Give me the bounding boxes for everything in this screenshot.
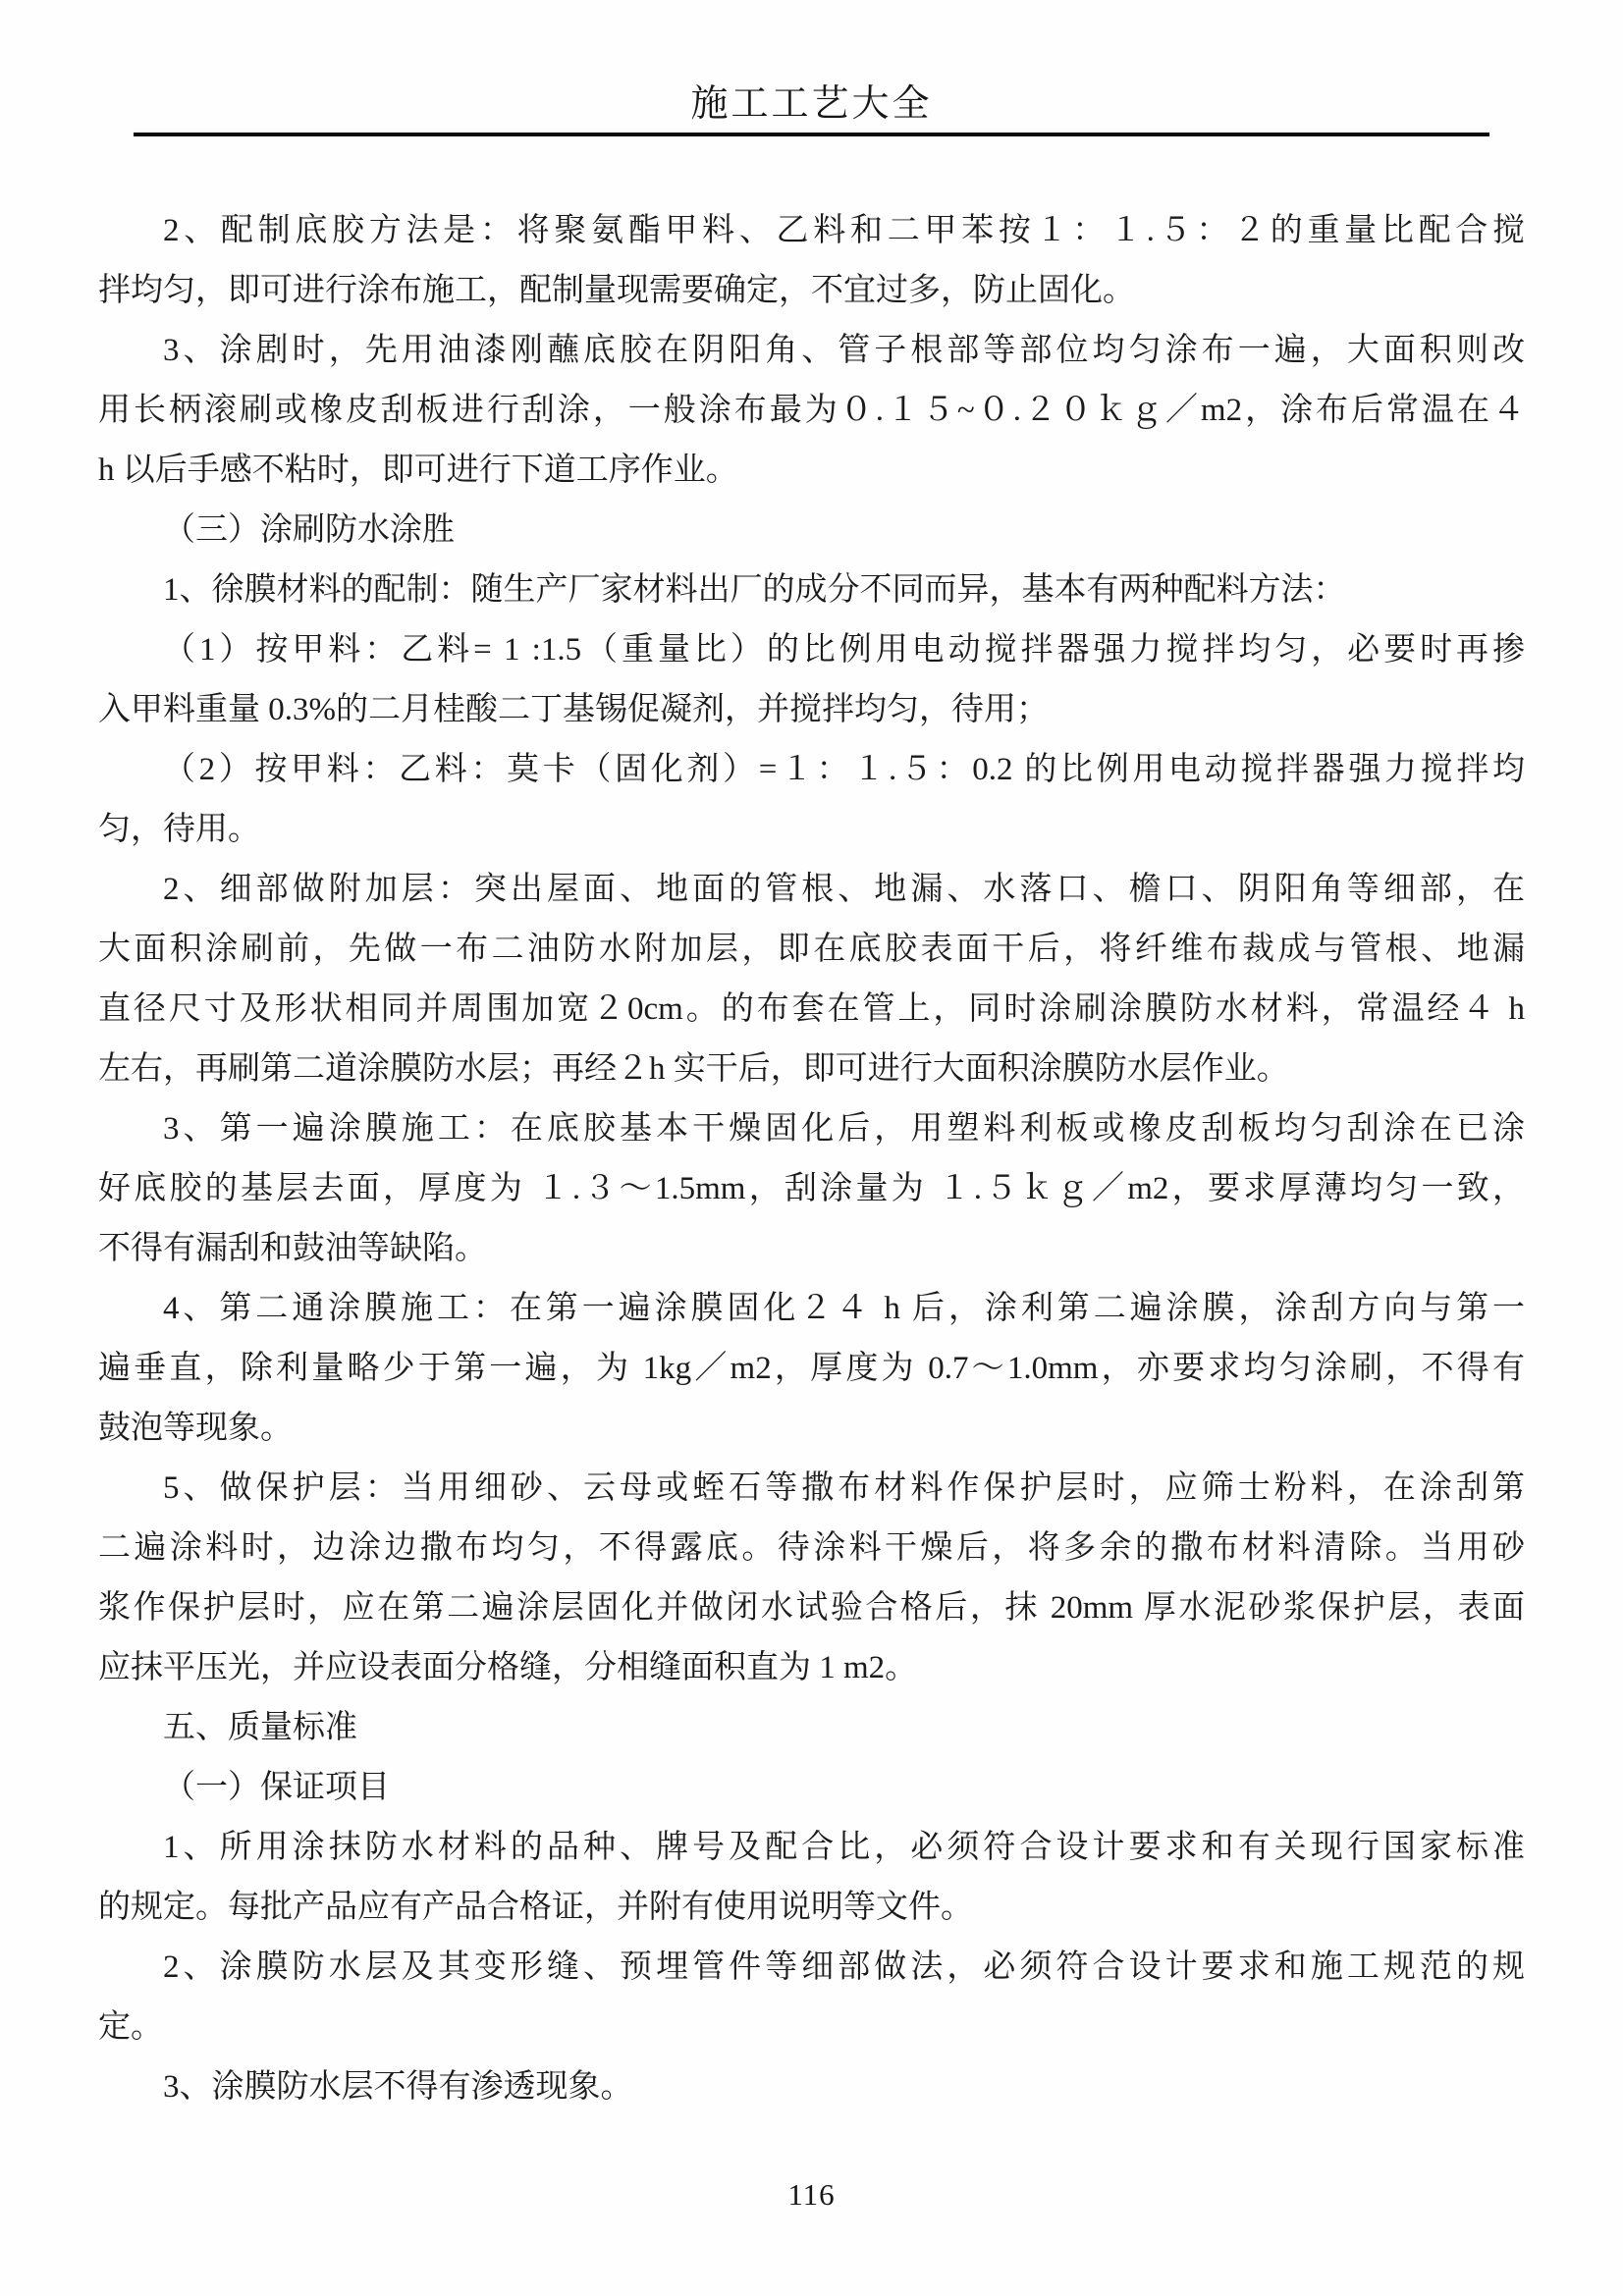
- text-line: 大面积涂刷前，先做一布二油防水附加层，即在底胶表面干后，将纤维布裁成与管根、地漏: [98, 932, 1525, 967]
- text-line: 定。: [98, 2009, 163, 2045]
- text-line: 3、涂膜防水层不得有渗透现象。: [163, 2069, 633, 2105]
- text-line: 五、质量标准: [163, 1710, 357, 1745]
- text-line: 1、所用涂抹防水材料的品种、牌号及配合比，必须符合设计要求和有关现行国家标准: [163, 1830, 1525, 1865]
- text-line: 左右，再刷第二道涂膜防水层；再经２h 实干后，即可进行大面积涂膜防水层作业。: [98, 1051, 1289, 1087]
- text-line: 遍垂直，除利量略少于第一遍，为 1kg／m2，厚度为 0.7～1.0mm，亦要求均匀涂刷，不得有: [98, 1351, 1525, 1386]
- page-title: 施工工艺大全: [690, 83, 933, 125]
- text-line: 用长柄滚刷或橡皮刮板进行刮涂，一般涂布最为０.１５~０.２０ｋｇ／m2，涂布后常温在４: [98, 393, 1525, 428]
- text-line: 不得有漏刮和鼓油等缺陷。: [98, 1231, 487, 1266]
- page-header: [0, 0, 1623, 136]
- text-line: 鼓泡等现象。: [98, 1411, 293, 1446]
- text-line: 5、做保护层：当用细砂、云母或蛭石等撒布材料作保护层时，应筛士粉料，在涂刮第: [163, 1470, 1525, 1506]
- text-line: 2、细部做附加层：突出屋面、地面的管根、地漏、水落口、檐口、阴阳角等细部，在: [163, 872, 1525, 907]
- text-line: 2、涂膜防水层及其变形缝、预埋管件等细部做法，必须符合设计要求和施工规范的规: [163, 1949, 1525, 1985]
- text-line: 拌均匀，即可进行涂布施工，配制量现需要确定，不宜过多，防止固化。: [98, 273, 1135, 308]
- text-line: （三）涂刷防水涂胜: [163, 512, 455, 548]
- text-line: 的规定。每批产品应有产品合格证，并附有使用说明等文件。: [98, 1890, 973, 1925]
- document-body: [98, 201, 1525, 2117]
- text-line: 3、第一遍涂膜施工：在底胶基本干燥固化后，用塑料利板或橡皮刮板均匀刮涂在已涂: [163, 1111, 1525, 1147]
- text-line: （1）按甲料：乙料= 1 :1.5（重量比）的比例用电动搅拌器强力搅拌均匀，必要时再掺: [163, 632, 1525, 667]
- text-line: 应抹平压光，并应设表面分格缝，分相缝面积直为 1 m2。: [98, 1650, 918, 1685]
- text-line: 匀，待用。: [98, 812, 260, 847]
- text-line: 好底胶的基层去面，厚度为 １.３～1.5mm，刮涂量为 １.５ｋｇ／m2，要求厚薄均匀一致，: [98, 1171, 1525, 1206]
- text-line: 1、徐膜材料的配制：随生产厂家材料出厂的成分不同而异，基本有两种配料方法：: [163, 572, 1346, 608]
- text-line: 二遍涂料时，边涂边撒布均匀，不得露底。待涂料干燥后，将多余的撒布材料清除。当用砂: [98, 1530, 1525, 1566]
- text-line: h 以后手感不粘时，即可进行下道工序作业。: [98, 453, 738, 488]
- page-footer: [0, 2177, 1623, 2213]
- text-line: （一）保证项目: [163, 1770, 390, 1805]
- text-line: 3、涂剧时，先用油漆刚蘸底胶在阴阳角、管子根部等部位均匀涂布一遍，大面积则改: [163, 333, 1525, 368]
- page-number: 116: [787, 2177, 836, 2212]
- text-line: （2）按甲料：乙料：莫卡（固化剂）=１：１.５：0.2 的比例用电动搅拌器强力搅拌均: [163, 752, 1525, 787]
- text-line: 直径尺寸及形状相同并周围加宽２0cm。的布套在管上，同时涂刷涂膜防水材料，常温经４ h: [98, 991, 1525, 1027]
- text-line: 2、配制底胶方法是：将聚氨酯甲料、乙料和二甲苯按１：１.５：２的重量比配合搅: [163, 213, 1525, 248]
- text-line: 浆作保护层时，应在第二遍涂层固化并做闭水试验合格后，抹 20mm 厚水泥砂浆保护层，表面: [98, 1590, 1525, 1626]
- text-line: 入甲料重量 0.3%的二月桂酸二丁基锡促凝剂，并搅拌均匀，待用；: [98, 692, 1049, 727]
- header-divider: [134, 133, 1489, 136]
- text-line: 4、第二通涂膜施工：在第一遍涂膜固化２４ h 后，涂利第二遍涂膜，涂刮方向与第一: [163, 1291, 1525, 1326]
